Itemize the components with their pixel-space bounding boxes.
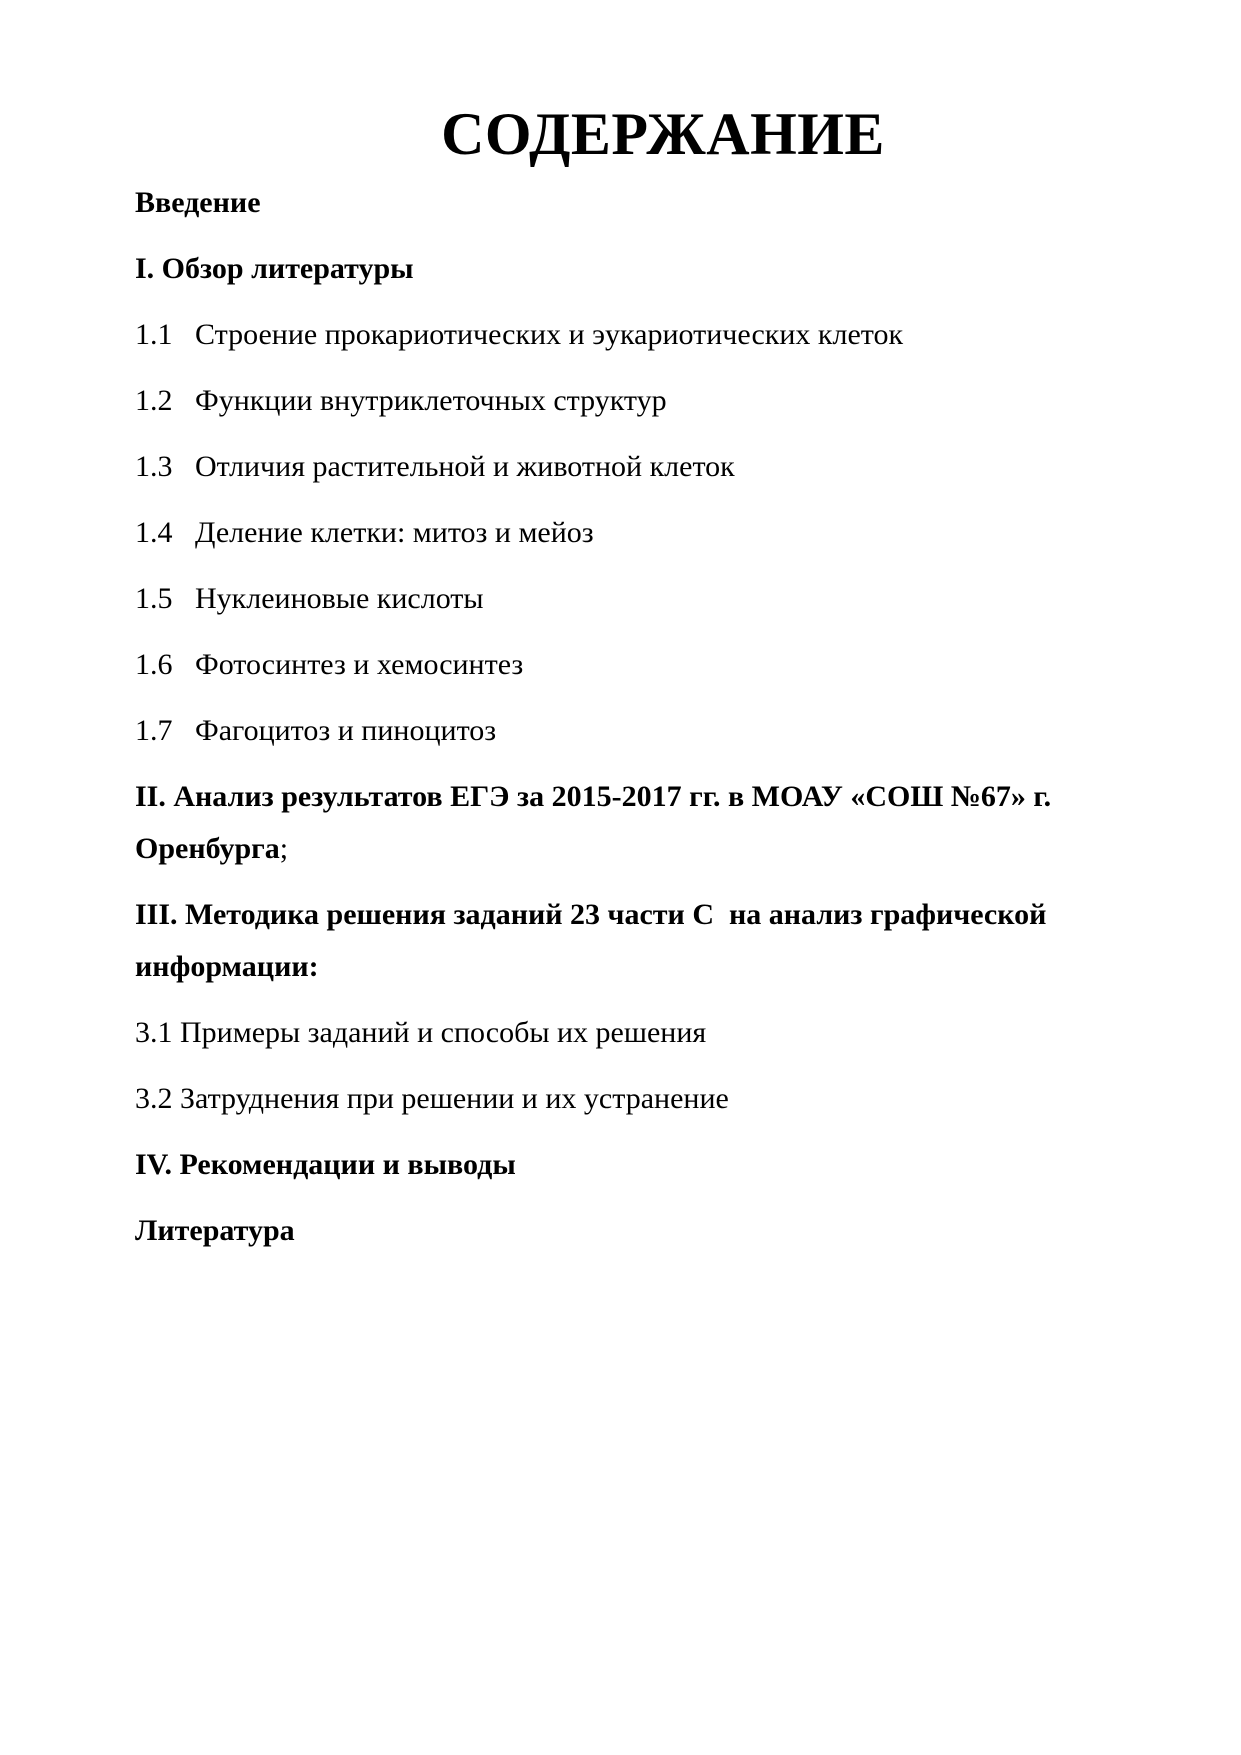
toc-entry-item-1-5-line bbox=[135, 573, 1191, 625]
toc-entry-section-1-text: I. Обзор литературы bbox=[135, 252, 414, 285]
toc-entry-section-3-line bbox=[135, 889, 1191, 941]
page-title: СОДЕРЖАНИЕ bbox=[441, 101, 885, 167]
toc-entry-item-3-1 bbox=[135, 1007, 1191, 1059]
toc-entry-intro bbox=[135, 177, 1191, 229]
toc-entry-item-1-5 bbox=[135, 573, 1191, 625]
toc-entry-item-1-1-line bbox=[135, 309, 1191, 361]
toc-entry-item-1-7 bbox=[135, 705, 1191, 757]
toc-entry-item-1-1-text: 1.1 Строение прокариотических и эукариотических клеток bbox=[135, 318, 904, 351]
toc-entry-item-1-6-line bbox=[135, 639, 1191, 691]
toc-entry-section-2 bbox=[135, 771, 1191, 875]
toc-entry-item-1-3 bbox=[135, 441, 1191, 493]
toc-entry-item-3-2 bbox=[135, 1073, 1191, 1125]
toc-entry-section-4-text: IV. Рекомендации и выводы bbox=[135, 1148, 516, 1181]
toc-entry-item-1-1 bbox=[135, 309, 1191, 361]
toc-entry-item-1-6-text: 1.6 Фотосинтез и хемосинтез bbox=[135, 648, 524, 681]
toc-entry-section-3 bbox=[135, 889, 1191, 993]
toc-entry-intro-text: Введение bbox=[135, 186, 261, 219]
toc-entry-section-1 bbox=[135, 243, 1191, 295]
toc-entry-section-1-line bbox=[135, 243, 1191, 295]
toc-entry-section-2-text: ; bbox=[279, 832, 289, 865]
toc-entry-section-3-line bbox=[135, 941, 1191, 993]
toc-entry-section-2-line bbox=[135, 771, 1191, 823]
toc-entry-item-1-3-line bbox=[135, 441, 1191, 493]
toc-entry-item-1-6 bbox=[135, 639, 1191, 691]
toc-entry-item-1-2-line bbox=[135, 375, 1191, 427]
toc-entry-item-1-3-text: 1.3 Отличия растительной и животной клеток bbox=[135, 450, 735, 483]
toc-entry-section-3-text: III. Методика решения заданий 23 части С на анализ графической bbox=[135, 898, 1047, 931]
toc-entry-item-1-7-text: 1.7 Фагоцитоз и пиноцитоз bbox=[135, 714, 497, 747]
toc-entry-item-1-2-text: 1.2 Функции внутриклеточных структур bbox=[135, 384, 667, 417]
toc-entry-item-1-4-text: 1.4 Деление клетки: митоз и мейоз bbox=[135, 516, 594, 549]
toc-entry-item-1-4 bbox=[135, 507, 1191, 559]
toc-entry-section-2-text: II. Анализ результатов ЕГЭ за 2015-2017 гг. в МОАУ «СОШ №67» г. bbox=[135, 780, 1052, 813]
toc-entry-literature bbox=[135, 1205, 1191, 1257]
toc-entry-literature-text: Литература bbox=[135, 1214, 295, 1247]
toc-entry-item-1-4-line bbox=[135, 507, 1191, 559]
toc-entry-item-3-2-line bbox=[135, 1073, 1191, 1125]
toc-entry-item-3-1-text: 3.1 Примеры заданий и способы их решения bbox=[135, 1016, 707, 1049]
toc-entry-item-3-1-line bbox=[135, 1007, 1191, 1059]
toc-entry-intro-line bbox=[135, 177, 1191, 229]
toc-entry-section-4 bbox=[135, 1139, 1191, 1191]
toc-entry-section-2-text: Оренбурга bbox=[135, 832, 280, 865]
toc-entry-section-3-text: информации: bbox=[135, 950, 319, 983]
toc-entry-item-1-5-text: 1.5 Нуклеиновые кислоты bbox=[135, 582, 484, 615]
toc-entry-section-4-line bbox=[135, 1139, 1191, 1191]
toc-entry-item-1-7-line bbox=[135, 705, 1191, 757]
toc-entry-section-2-line bbox=[135, 823, 1191, 875]
toc-entry-item-3-2-text: 3.2 Затруднения при решении и их устранение bbox=[135, 1082, 729, 1115]
toc-entry-item-1-2 bbox=[135, 375, 1191, 427]
toc-entry-literature-line bbox=[135, 1205, 1191, 1257]
table-of-contents bbox=[135, 177, 1191, 1257]
